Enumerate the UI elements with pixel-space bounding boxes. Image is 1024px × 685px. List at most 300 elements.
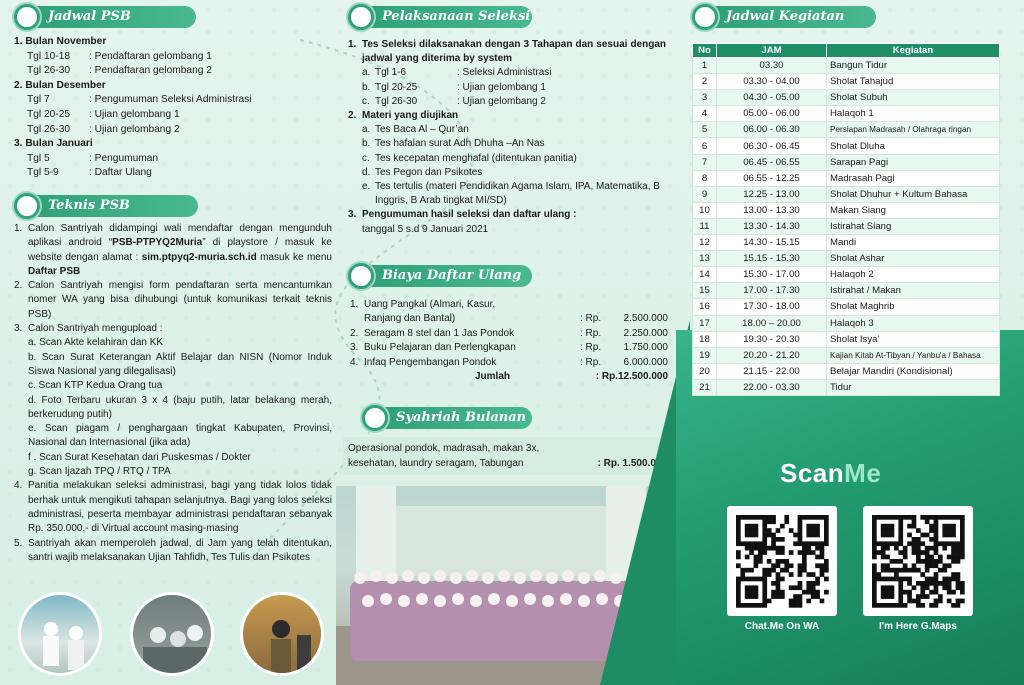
table-row bbox=[693, 154, 1000, 170]
qr-module bbox=[885, 528, 890, 533]
qr-module bbox=[903, 555, 908, 560]
qr-module bbox=[798, 585, 803, 590]
cell-jam: 19.30 - 20.30 bbox=[717, 331, 827, 347]
qr-module bbox=[745, 524, 750, 529]
qr-module bbox=[824, 590, 829, 595]
qr-module bbox=[736, 550, 741, 555]
qr-module bbox=[771, 594, 776, 599]
syahriah-value: : Rp. 1.500.000 bbox=[597, 458, 667, 469]
qr-code-maps[interactable] bbox=[863, 506, 973, 616]
upload-item: c. Scan KTP Kedua Orang tua bbox=[28, 380, 163, 392]
cell-kegiatan: Makan Siang bbox=[827, 202, 1000, 218]
qr-module bbox=[745, 603, 750, 608]
qr-module bbox=[916, 546, 921, 551]
qr-module bbox=[798, 524, 803, 529]
qr-module bbox=[942, 581, 947, 586]
qr-module bbox=[762, 581, 767, 586]
qr-module bbox=[811, 581, 816, 586]
qr-module bbox=[749, 568, 754, 573]
cell-jam: 15.30 - 17.00 bbox=[717, 267, 827, 283]
qr-module bbox=[934, 515, 939, 520]
qr-module bbox=[934, 528, 939, 533]
qr-module bbox=[925, 568, 930, 573]
qr-module bbox=[898, 541, 903, 546]
qr-module bbox=[762, 524, 767, 529]
qr-module bbox=[960, 533, 965, 538]
qr-module bbox=[903, 568, 908, 573]
qr-module bbox=[872, 581, 877, 586]
qr-module bbox=[929, 555, 934, 560]
qr-module bbox=[912, 524, 917, 529]
list-item: 4. Panitia melakukan seleksi administrasi, bagi yang tidak lolos tidak berhak untuk mengikuti tahapan selanjutnya. Bagi yang lolos seleksi administrasi, peserta membayar administrasi pendaftaran sebanyak Rp. 350.000,- di Virtual account masing-masing bbox=[14, 480, 332, 535]
qr-module bbox=[806, 572, 811, 577]
qr-module bbox=[780, 577, 785, 582]
qr-module bbox=[815, 515, 820, 520]
qr-module bbox=[736, 581, 741, 586]
qr-module bbox=[754, 590, 759, 595]
qr-module bbox=[907, 515, 912, 520]
qr-module bbox=[951, 541, 956, 546]
qr-module bbox=[824, 577, 829, 582]
qr-module bbox=[907, 581, 912, 586]
qr-module bbox=[885, 524, 890, 529]
month-title: 2. Bulan Desember bbox=[14, 79, 106, 91]
qr-module bbox=[736, 603, 741, 608]
qr-module bbox=[798, 537, 803, 542]
qr-module bbox=[762, 572, 767, 577]
qr-module bbox=[820, 515, 825, 520]
qr-module bbox=[956, 541, 961, 546]
qr-module bbox=[820, 563, 825, 568]
qr-module bbox=[872, 524, 877, 529]
cell-no: 4 bbox=[693, 106, 717, 122]
qr-module bbox=[745, 533, 750, 538]
qr-module bbox=[890, 568, 895, 573]
qr-module bbox=[938, 555, 943, 560]
qr-module bbox=[934, 541, 939, 546]
biaya-daftar-ulang-banner bbox=[348, 263, 548, 289]
qr-module bbox=[762, 515, 767, 520]
qr-module bbox=[890, 524, 895, 529]
qr-module bbox=[824, 559, 829, 564]
qr-module bbox=[776, 585, 781, 590]
qr-module bbox=[754, 555, 759, 560]
qr-module bbox=[881, 541, 886, 546]
qr-module bbox=[798, 563, 803, 568]
qr-module bbox=[942, 515, 947, 520]
qr-module bbox=[885, 546, 890, 551]
qr-module bbox=[916, 555, 921, 560]
qr-module bbox=[754, 577, 759, 582]
qr-module bbox=[740, 515, 745, 520]
qr-module bbox=[929, 546, 934, 551]
qr-module bbox=[956, 555, 961, 560]
qr-module bbox=[951, 533, 956, 538]
qr-module bbox=[749, 550, 754, 555]
bullet-circle-icon bbox=[362, 405, 388, 431]
table-row bbox=[693, 283, 1000, 299]
qr-module bbox=[824, 519, 829, 524]
qr-module bbox=[885, 577, 890, 582]
qr-module bbox=[916, 537, 921, 542]
qr-module bbox=[925, 533, 930, 538]
qr-module bbox=[736, 537, 741, 542]
schedule-row: Tgl 26-30 : Pendaftaran gelombang 2 bbox=[27, 65, 212, 77]
qr-module bbox=[802, 515, 807, 520]
qr-module bbox=[934, 563, 939, 568]
qr-module bbox=[898, 519, 903, 524]
cell-jam: 06.30 - 06.45 bbox=[717, 138, 827, 154]
qr-module bbox=[938, 515, 943, 520]
qr-module bbox=[793, 599, 798, 604]
qr-module bbox=[894, 559, 899, 564]
qr-module bbox=[802, 550, 807, 555]
qr-module bbox=[824, 541, 829, 546]
qr-module bbox=[758, 555, 763, 560]
qr-module bbox=[824, 537, 829, 542]
qr-module bbox=[811, 533, 816, 538]
qr-module bbox=[802, 555, 807, 560]
qr-module bbox=[898, 577, 903, 582]
qr-module bbox=[789, 603, 794, 608]
qr-module bbox=[784, 563, 789, 568]
cell-jam: 21.15 - 22.00 bbox=[717, 363, 827, 379]
qr-module bbox=[938, 541, 943, 546]
qr-module bbox=[780, 537, 785, 542]
qr-module bbox=[881, 603, 886, 608]
qr-module bbox=[938, 568, 943, 573]
jadwal-kegiatan-banner bbox=[692, 4, 892, 30]
qr-module bbox=[789, 599, 794, 604]
qr-module bbox=[898, 568, 903, 573]
qr-module bbox=[907, 590, 912, 595]
qr-code-icon bbox=[727, 506, 837, 616]
qr-module bbox=[898, 603, 903, 608]
qr-module bbox=[951, 550, 956, 555]
schedule-row: b. Tgl 20-25 : Ujian gelombang 1 bbox=[362, 81, 546, 93]
table-row bbox=[693, 218, 1000, 234]
list-item: 1. Calon Santriyah didampingi wali mendaftar dengan mengunduh aplikasi android “PSB-PTPYQ2Muria” di playstore / masuk ke website dengan alamat : sim.ptpyq2-muria.sch.id masuk ke menu Daftar PSB bbox=[14, 223, 332, 277]
month-title: 1. Bulan November bbox=[14, 36, 107, 47]
pelaksanaan-seleksi-list bbox=[348, 38, 666, 237]
qr-module bbox=[956, 577, 961, 582]
qr-module bbox=[890, 528, 895, 533]
qr-module bbox=[776, 546, 781, 551]
qr-module bbox=[762, 550, 767, 555]
qr-module bbox=[771, 519, 776, 524]
qr-module bbox=[929, 577, 934, 582]
qr-module bbox=[762, 603, 767, 608]
syahriah-bulanan-banner bbox=[362, 405, 562, 431]
qr-module bbox=[815, 577, 820, 582]
qr-module bbox=[876, 603, 881, 608]
cell-jam: 03.30 - 04.00 bbox=[717, 74, 827, 90]
qr-module bbox=[960, 599, 965, 604]
qr-module bbox=[758, 546, 763, 551]
qr-module bbox=[947, 577, 952, 582]
qr-module bbox=[758, 577, 763, 582]
cell-kegiatan: Halaqoh 3 bbox=[827, 315, 1000, 331]
qr-module bbox=[885, 563, 890, 568]
qr-module bbox=[784, 568, 789, 573]
qr-module bbox=[762, 537, 767, 542]
upload-item: a. Scan Akte kelahiran dan KK bbox=[28, 337, 164, 349]
qr-module bbox=[960, 585, 965, 590]
qr-module bbox=[898, 594, 903, 599]
qr-module bbox=[815, 541, 820, 546]
cell-no: 16 bbox=[693, 299, 717, 315]
qr-module bbox=[951, 572, 956, 577]
qr-module bbox=[793, 594, 798, 599]
fee-row: 1. Uang Pangkal (Almari, Kasur, Ranjang dan Bantal) : Rp. 2.500.000 bbox=[350, 299, 668, 325]
schedule-row: Tgl 26-30 : Ujian gelombang 2 bbox=[27, 123, 180, 135]
qr-module bbox=[806, 546, 811, 551]
materi-item: c. Tes kecepatan menghafal (ditentukan panitia) bbox=[362, 152, 577, 164]
qr-module bbox=[758, 550, 763, 555]
qr-module bbox=[754, 515, 759, 520]
qr-module bbox=[885, 585, 890, 590]
qr-module bbox=[934, 599, 939, 604]
pengumuman-date: tanggal 5 s.d 9 Januari 2021 bbox=[362, 223, 489, 235]
qr-module bbox=[929, 581, 934, 586]
qr-module bbox=[885, 515, 890, 520]
fee-row: 2. Seragam 8 stel dan 1 Jas Pondok : Rp. 2.250.000 bbox=[350, 327, 668, 339]
qr-module bbox=[898, 528, 903, 533]
cell-kegiatan: Kajian Kitab At-Tibyan / Yanbu'a / Bahasa bbox=[827, 347, 1000, 363]
qr-module bbox=[776, 563, 781, 568]
qr-module bbox=[951, 577, 956, 582]
qr-module bbox=[925, 577, 930, 582]
cell-kegiatan: Sholat Ashar bbox=[827, 251, 1000, 267]
cell-jam: 13.00 - 13.30 bbox=[717, 202, 827, 218]
qr-module bbox=[934, 546, 939, 551]
qr-module bbox=[811, 594, 816, 599]
qr-module bbox=[780, 559, 785, 564]
qr-module bbox=[798, 528, 803, 533]
qr-module bbox=[912, 599, 917, 604]
cell-no: 8 bbox=[693, 170, 717, 186]
qr-module bbox=[960, 524, 965, 529]
qr-module bbox=[929, 515, 934, 520]
qr-module bbox=[820, 572, 825, 577]
qr-module bbox=[745, 590, 750, 595]
qr-module bbox=[806, 599, 811, 604]
qr-module bbox=[806, 528, 811, 533]
qr-module bbox=[872, 528, 877, 533]
qr-module bbox=[942, 524, 947, 529]
cell-kegiatan: Istirahat Siang bbox=[827, 218, 1000, 234]
qr-module bbox=[754, 585, 759, 590]
qr-module bbox=[806, 524, 811, 529]
qr-module bbox=[802, 568, 807, 573]
bullet-circle-icon bbox=[348, 4, 374, 30]
qr-module bbox=[754, 524, 759, 529]
qr-module bbox=[736, 590, 741, 595]
qr-module bbox=[951, 555, 956, 560]
qr-module bbox=[934, 581, 939, 586]
bullet-circle-icon bbox=[348, 263, 374, 289]
table-row bbox=[693, 106, 1000, 122]
qr-module bbox=[960, 555, 965, 560]
qr-module bbox=[798, 519, 803, 524]
qr-module bbox=[798, 515, 803, 520]
qr-module bbox=[929, 528, 934, 533]
qr-module bbox=[872, 555, 877, 560]
qr-module bbox=[942, 546, 947, 551]
qr-module bbox=[907, 594, 912, 599]
cell-jam: 03.30 bbox=[717, 58, 827, 74]
qr-module bbox=[806, 550, 811, 555]
qr-module bbox=[811, 541, 816, 546]
cell-no: 1 bbox=[693, 58, 717, 74]
qr-module bbox=[912, 550, 917, 555]
cell-no: 2 bbox=[693, 74, 717, 90]
qr-module bbox=[925, 585, 930, 590]
qr-module bbox=[881, 550, 886, 555]
qr-module bbox=[956, 546, 961, 551]
qr-module bbox=[920, 550, 925, 555]
qr-module bbox=[780, 590, 785, 595]
qr-module bbox=[920, 559, 925, 564]
qr-module bbox=[749, 524, 754, 529]
upload-item: e. Scan piagam / penghargaan tingkat Kabupaten, Provinsi, Nasional dan Internasional (jika ada) bbox=[28, 423, 332, 449]
cell-no: 15 bbox=[693, 283, 717, 299]
qr-module bbox=[956, 550, 961, 555]
qr-module bbox=[890, 533, 895, 538]
qr-module bbox=[740, 568, 745, 573]
cell-kegiatan: Sholat Dluha bbox=[827, 138, 1000, 154]
qr-module bbox=[912, 519, 917, 524]
qr-module bbox=[820, 546, 825, 551]
qr-module bbox=[780, 568, 785, 573]
qr-module bbox=[872, 577, 877, 582]
jadwal-psb-title: Jadwal PSB bbox=[26, 6, 196, 28]
biaya-daftar-ulang-title: Biaya Daftar Ulang bbox=[360, 265, 532, 287]
qr-module bbox=[815, 594, 820, 599]
cell-jam: 17.00 - 17.30 bbox=[717, 283, 827, 299]
qr-module bbox=[872, 515, 877, 520]
qr-module bbox=[736, 599, 741, 604]
qr-module bbox=[789, 572, 794, 577]
qr-module bbox=[903, 550, 908, 555]
qr-module bbox=[894, 546, 899, 551]
qr-module bbox=[820, 541, 825, 546]
bullet-circle-icon bbox=[692, 4, 718, 30]
qr-module bbox=[951, 546, 956, 551]
qr-module bbox=[872, 541, 877, 546]
qr-module bbox=[758, 559, 763, 564]
qr-module bbox=[806, 541, 811, 546]
qr-module bbox=[951, 528, 956, 533]
qr-module bbox=[811, 572, 816, 577]
cell-kegiatan: Sholat Isya' bbox=[827, 331, 1000, 347]
qr-module bbox=[767, 572, 772, 577]
table-row bbox=[693, 58, 1000, 74]
column-header-jam: JAM bbox=[717, 44, 827, 58]
qr-module bbox=[811, 590, 816, 595]
table-row bbox=[693, 122, 1000, 138]
qr-module bbox=[824, 568, 829, 573]
fee-total-row: Jumlah : Rp.12.500.000 bbox=[474, 371, 668, 383]
qr-module bbox=[912, 537, 917, 542]
qr-module bbox=[767, 599, 772, 604]
qr-module bbox=[938, 559, 943, 564]
qr-module bbox=[811, 528, 816, 533]
qr-module bbox=[885, 533, 890, 538]
qr-module bbox=[894, 568, 899, 573]
qr-module bbox=[736, 541, 741, 546]
qr-module bbox=[938, 599, 943, 604]
qr-module bbox=[898, 515, 903, 520]
qr-module bbox=[776, 559, 781, 564]
list-item: 3. Calon Santriyah mengupload : bbox=[14, 323, 163, 335]
qr-module bbox=[815, 555, 820, 560]
qr-module bbox=[934, 533, 939, 538]
qr-module bbox=[784, 519, 789, 524]
qr-module bbox=[872, 568, 877, 573]
qr-module bbox=[745, 555, 750, 560]
qr-module bbox=[815, 590, 820, 595]
qr-module bbox=[776, 594, 781, 599]
qr-module bbox=[762, 594, 767, 599]
qr-module bbox=[872, 599, 877, 604]
cell-kegiatan: Sholat Subuh bbox=[827, 90, 1000, 106]
qr-module bbox=[912, 541, 917, 546]
qr-module bbox=[947, 533, 952, 538]
qr-module bbox=[802, 541, 807, 546]
qr-module bbox=[947, 581, 952, 586]
qr-module bbox=[740, 572, 745, 577]
qr-module bbox=[762, 577, 767, 582]
jadwal-kegiatan-body bbox=[693, 58, 1000, 396]
qr-module bbox=[916, 603, 921, 608]
qr-module bbox=[920, 515, 925, 520]
qr-module bbox=[771, 563, 776, 568]
qr-module bbox=[767, 546, 772, 551]
qr-module bbox=[771, 546, 776, 551]
scanme-heading: ScanMe bbox=[780, 458, 882, 488]
column-header-no: No bbox=[693, 44, 717, 58]
cell-no: 5 bbox=[693, 122, 717, 138]
qr-module bbox=[780, 594, 785, 599]
qr-module bbox=[947, 555, 952, 560]
syahriah-bulanan-title: Syahriah Bulanan bbox=[374, 407, 532, 429]
qr-module bbox=[929, 524, 934, 529]
qr-module bbox=[960, 541, 965, 546]
qr-module bbox=[767, 559, 772, 564]
qr-module bbox=[776, 577, 781, 582]
qr-module bbox=[916, 581, 921, 586]
qr-module bbox=[802, 563, 807, 568]
qr-module bbox=[798, 603, 803, 608]
qr-module bbox=[903, 515, 908, 520]
qr-module bbox=[920, 603, 925, 608]
qr-module bbox=[811, 550, 816, 555]
schedule-row: Tgl 20-25 : Ujian gelombang 1 bbox=[27, 108, 180, 120]
qr-module bbox=[745, 515, 750, 520]
cell-kegiatan: Sarapan Pagi bbox=[827, 154, 1000, 170]
qr-code-wa[interactable] bbox=[727, 506, 837, 616]
syahriah-text: Operasional pondok, madrasah, makan 3x, kesehatan, laundry seragam, Tabungan bbox=[348, 443, 540, 469]
qr-module bbox=[903, 546, 908, 551]
qr-module bbox=[885, 603, 890, 608]
qr-module bbox=[881, 568, 886, 573]
qr-module bbox=[771, 515, 776, 520]
qr-module bbox=[881, 555, 886, 560]
qr-module bbox=[789, 550, 794, 555]
qr-module bbox=[890, 559, 895, 564]
students-photo-1 bbox=[18, 592, 102, 676]
